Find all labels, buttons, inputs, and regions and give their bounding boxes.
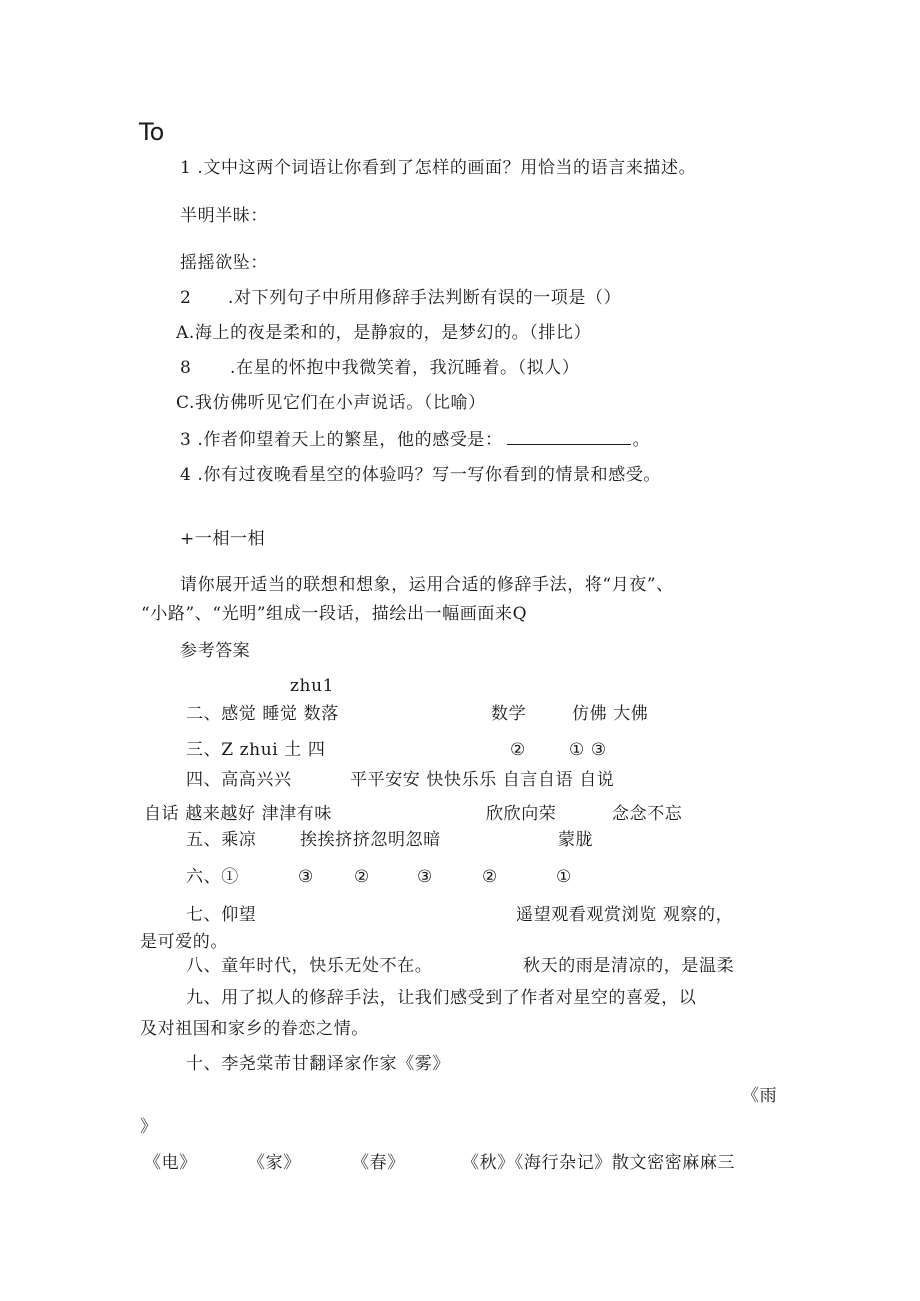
- question-3-text: 3 .作者仰望着天上的繁星，他的感受是：: [180, 430, 503, 450]
- answer-4-line-1: [186, 769, 786, 791]
- answer-3-part-2: ②: [510, 740, 526, 760]
- answer-7-line-2: 是可爱的。: [140, 932, 228, 952]
- answer-4-part-4: 欣欣向荣: [486, 804, 557, 824]
- answer-3-part-1: 三、Z zhui 土 四: [186, 740, 326, 760]
- answer-6-part-2: ③: [298, 867, 314, 887]
- pinyin-annotation: zhu1: [290, 676, 335, 696]
- question-1-item-a: 半明半昧：: [180, 206, 268, 226]
- answer-4-part-1: 四、高高兴兴: [186, 770, 292, 790]
- answer-8-part-2: 秋天的雨是清凉的，是温柔: [523, 956, 735, 976]
- question-2: [180, 287, 780, 309]
- question-2-option-b-number: 8: [180, 358, 192, 378]
- practice-line-1: 请你展开适当的联想和想象，运用合适的修辞手法，将“月夜”、: [180, 575, 674, 595]
- practice-title: +一相一相: [180, 529, 266, 549]
- question-3-end: 。: [632, 430, 651, 450]
- answer-6: [186, 866, 786, 888]
- answer-6-part-3: ②: [354, 867, 370, 887]
- answer-6-part-5: ②: [482, 867, 498, 887]
- answer-10-line-2: 《雨: [742, 1086, 778, 1106]
- answer-5-part-2: 挨挨挤挤忽明忽暗: [300, 830, 441, 850]
- answer-10-line-1: 十、李尧棠芾甘翻译家作家《雾》: [186, 1054, 450, 1074]
- answer-7-part-2: 遥望观看观赏浏览 观察的，: [516, 905, 734, 925]
- answer-7-line-1: [186, 904, 786, 926]
- answer-3: [186, 739, 786, 761]
- answer-5-part-1: 五、乘凉: [186, 830, 257, 850]
- answer-6-part-6: ①: [556, 867, 572, 887]
- question-2-option-a: A.海上的夜是柔和的，是静寂的，是梦幻的。（排比）: [176, 323, 592, 343]
- answer-10-line-3: 》: [140, 1117, 158, 1137]
- answer-5: [186, 829, 786, 851]
- question-1-item-b: 摇摇欲坠：: [180, 253, 268, 273]
- question-4: 4 .你有过夜晚看星空的体验吗？写一写你看到的情景和感受。: [180, 465, 662, 485]
- answer-4-part-2: 平平安安 快快乐乐 自言自语 自说: [350, 770, 615, 790]
- answer-9-line-2: 及对祖国和家乡的眷恋之情。: [140, 1019, 369, 1039]
- question-1: 1 .文中这两个词语让你看到了怎样的画面？用恰当的语言来描述。: [180, 158, 697, 178]
- answer-8: [186, 955, 786, 977]
- answer-7-part-1: 七、仰望: [186, 905, 257, 925]
- answer-4-part-5: 念念不忘: [612, 804, 683, 824]
- answer-10-book-3: 《春》: [352, 1153, 405, 1173]
- answers-heading: 参考答案: [180, 641, 251, 661]
- answer-8-part-1: 八、童年时代，快乐无处不在。: [186, 956, 433, 976]
- question-3: [180, 429, 650, 451]
- answer-10-book-2: 《家》: [248, 1153, 301, 1173]
- question-2-option-c: C.我仿佛听见它们在小声说话。（比喻）: [176, 393, 486, 413]
- page-heading: To: [139, 118, 165, 146]
- question-2-option-b-text: .在星的怀抱中我微笑着，我沉睡着。（拟人）: [230, 358, 580, 378]
- answer-9-line-1: 九、用了拟人的修辞手法，让我们感受到了作者对星空的喜爱，以: [186, 988, 697, 1008]
- answer-4-line-2: [144, 803, 784, 825]
- answer-2-part-3: 仿佛 大佛: [572, 704, 649, 724]
- answer-2-part-1: 二、感觉 睡觉 数落: [186, 704, 339, 724]
- practice-line-2: “小路”、“光明”组成一段话，描绘出一幅画面来Q: [141, 604, 528, 624]
- question-2-number: 2: [180, 288, 192, 308]
- answer-10-line-4: [144, 1152, 784, 1174]
- answer-6-part-4: ③: [417, 867, 433, 887]
- answer-2: [186, 703, 786, 725]
- answer-2-part-2: 数学: [491, 704, 527, 724]
- answer-4-part-3: 自话 越来越好 津津有味: [144, 804, 333, 824]
- answer-10-book-1: 《电》: [144, 1153, 197, 1173]
- answer-10-book-4: 《秋》《海行杂记》散文密密麻麻三: [462, 1153, 736, 1173]
- answer-blank: [507, 430, 631, 445]
- question-2-option-b: [180, 357, 780, 379]
- answer-5-part-3: 蒙胧: [558, 830, 594, 850]
- question-2-text: .对下列句子中所用修辞手法判断有误的一项是（）: [228, 288, 622, 308]
- answer-3-part-3: ① ③: [569, 740, 607, 760]
- answer-6-part-1: 六、①: [186, 867, 239, 887]
